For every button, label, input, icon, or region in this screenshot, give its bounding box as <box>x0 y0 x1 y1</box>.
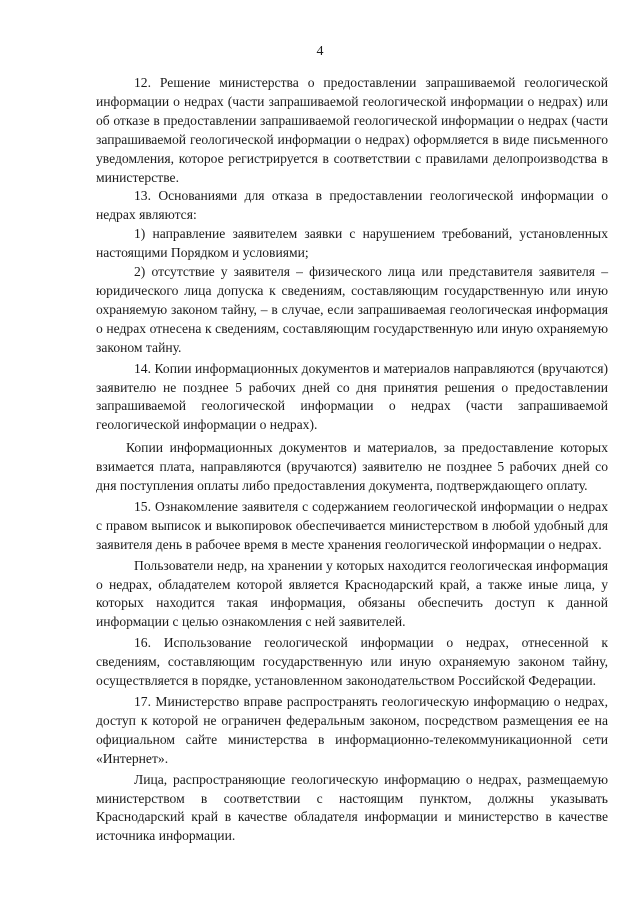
paragraph-15: 15. Ознакомление заявителя с содержанием геологической информации о недрах с правом выписок и выкопировок обеспечивается министерством в любой удобный для заявителя день в рабочее время в месте хранения геологической информации о недрах. <box>96 498 608 552</box>
paragraph-17: 17. Министерство вправе распространять геологическую информацию о недрах, доступ к которой не ограничен федеральным законом, посредством размещения ее на официальном сайте министерства в информационно-телекоммуникационной сети «Интернет». <box>96 694 608 766</box>
paragraph-13-item-2: 2) отсутствие у заявителя – физического лица или представителя заявителя – юридического лица допуска к сведениям, составляющим государственную или иную охраняемую законом тайну, – в случае, если запрашиваемая геологическая информация о недрах отнесена к сведениям, составляющим государственную или иную охраняемую законом тайну. <box>96 264 608 355</box>
paragraph-13-item-1: 1) направление заявителем заявки с нарушением требований, установленных настоящими Порядком и условиями; <box>96 226 608 261</box>
paragraph-14: 14. Копии информационных документов и материалов направляются (вручаются) заявителю не позднее 5 рабочих дней со дня принятия решения о предоставлении запрашиваемой геологической информации о недрах (части запрашиваемой геологической информации о недрах). <box>96 360 608 433</box>
paragraph-15-part-2: Пользователи недр, на хранении у которых находится геологическая информация о недрах, обладателем которой является Краснодарский край, а также иные лица, у которых находится такая информация, обязаны обеспечить доступ к данной информации с целью ознакомления с ней заявителей. <box>96 557 608 630</box>
paragraph-12: 12. Решение министерства о предоставлении запрашиваемой геологической информации о недрах (части запрашиваемой геологической информации о недрах) или об отказе в предоставлении запрашиваемой геологической информации о недрах (части запрашиваемой геологической информации о недрах) оформляется в виде письменного уведомления, которое регистрируется в соответствии с правилами делопроизводства в министерстве. <box>96 75 608 185</box>
paragraph-16: 16. Использование геологической информации о недрах, отнесенной к сведениям, составляющим государственную или иную охраняемую законом тайну, осуществляется в порядке, установленном законодательством Российской Федерации. <box>96 635 608 689</box>
paragraph-17-part-2: Лица, распространяющие геологическую информацию о недрах, размещаемую министерством в соответствии с настоящим пунктом, должны указывать Краснодарский край в качестве обладателя информации и министерство в качестве источника информации. <box>96 771 608 844</box>
page-number: 4 <box>316 44 324 59</box>
paragraph-13: 13. Основаниями для отказа в предоставлении геологической информации о недрах являются: <box>96 188 608 223</box>
paragraph-14-part-2: Копии информационных документов и материалов, за предоставление которых взимается плата, направляются (вручаются) заявителю не позднее 5 рабочих дней со дня поступления оплаты либо предоставления документа, подтверждающего оплату. <box>96 440 608 494</box>
document-body <box>96 74 608 846</box>
